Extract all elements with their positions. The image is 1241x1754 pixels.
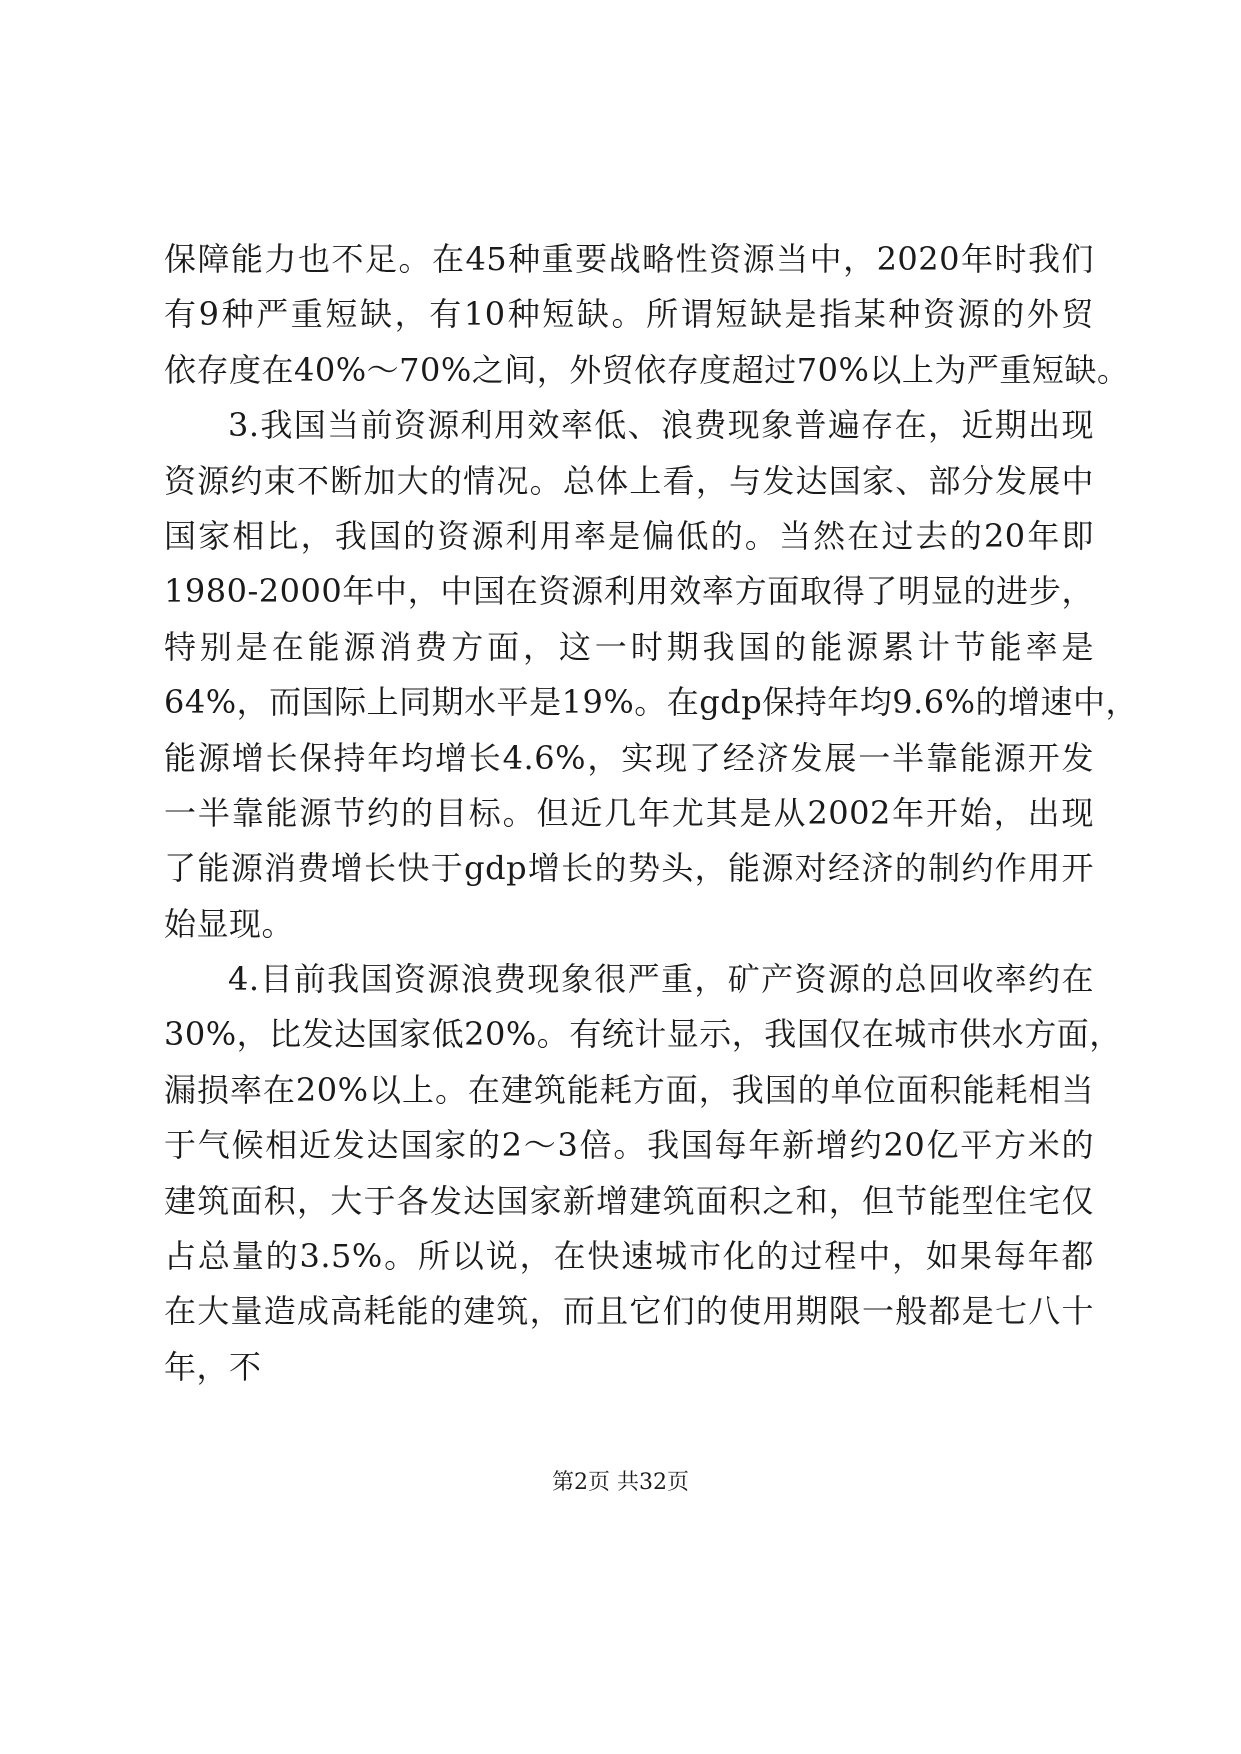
document-body [164,232,1139,1395]
text-line: 年，不 [164,1347,262,1386]
text-line: 4.目前我国资源浪费现象很严重，矿产资源的总回收率约在 [228,960,1094,999]
text-line: 1980-2000年中，中国在资源利用效率方面取得了明显的进步， [164,572,1094,611]
text-line: 3.我国当前资源利用效率低、浪费现象普遍存在，近期出现 [228,406,1094,445]
text-line: 始显现。 [164,904,295,943]
text-line: 资源约束不断加大的情况。总体上看，与发达国家、部分发展中 [164,461,1094,500]
text-line: 64%，而国际上同期水平是19%。在gdp保持年均9.6%的增速中， [164,683,1139,722]
text-line: 特别是在能源消费方面，这一时期我国的能源累计节能率是 [164,627,1094,666]
text-line: 了能源消费增长快于gdp增长的势头，能源对经济的制约作用开 [164,849,1094,888]
text-line: 在大量造成高耗能的建筑，而且它们的使用期限一般都是七八十 [164,1292,1094,1331]
text-line: 有9种严重短缺，有10种短缺。所谓短缺是指某种资源的外贸 [164,295,1094,334]
text-line: 保障能力也不足。在45种重要战略性资源当中，2020年时我们 [164,240,1094,278]
text-line: 于气候相近发达国家的2～3倍。我国每年新增约20亿平方米的 [164,1126,1094,1165]
text-line: 国家相比，我国的资源利用率是偏低的。当然在过去的20年即 [164,516,1094,555]
text-line: 占总量的3.5%。所以说，在快速城市化的过程中，如果每年都 [164,1237,1094,1276]
text-line: 能源增长保持年均增长4.6%，实现了经济发展一半靠能源开发 [164,738,1094,777]
text-line: 30%，比发达国家低20%。有统计显示，我国仅在城市供水方面， [164,1015,1122,1054]
text-line: 一半靠能源节约的目标。但近几年尤其是从2002年开始，出现 [164,793,1094,832]
page-footer [0,1468,1241,1498]
text-line: 建筑面积，大于各发达国家新增建筑面积之和，但节能型住宅仅 [164,1181,1094,1220]
text-line: 依存度在40%～70%之间，外贸依存度超过70%以上为严重短缺。 [164,350,1130,389]
text-line: 漏损率在20%以上。在建筑能耗方面，我国的单位面积能耗相当 [164,1070,1094,1109]
page-number-label: 第2页 共32页 [552,1470,689,1495]
